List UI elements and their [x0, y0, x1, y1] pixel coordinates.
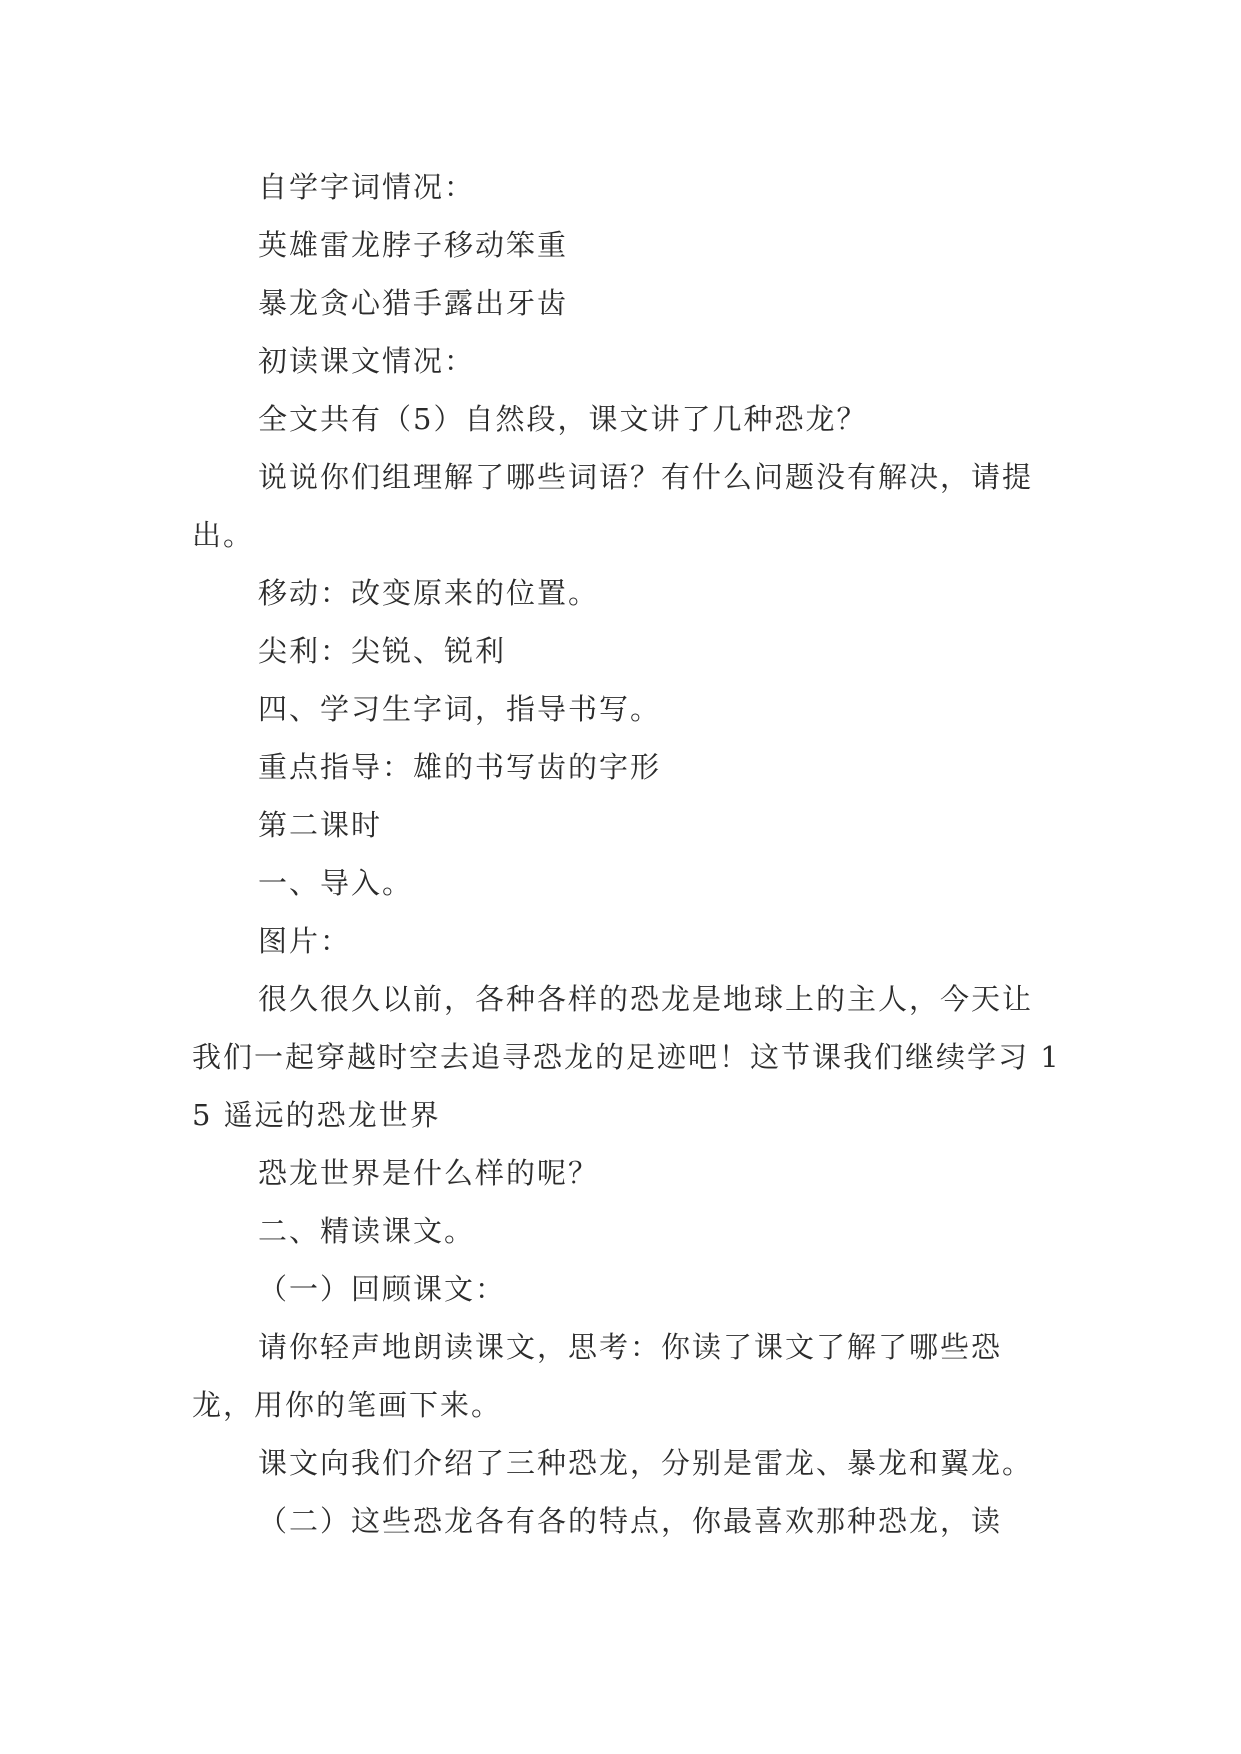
- paragraph: 说说你们组理解了哪些词语？有什么问题没有解决，请提出。: [192, 460, 1034, 552]
- paragraph: 移动：改变原来的位置。: [258, 576, 600, 610]
- paragraph: 自学字词情况：: [258, 170, 476, 204]
- paragraph: 全文共有（5）自然段，课文讲了几种恐龙？: [258, 402, 868, 436]
- paragraph: 尖利：尖锐、锐利: [258, 634, 507, 668]
- paragraph: 初读课文情况：: [258, 344, 476, 378]
- paragraph: 暴龙贪心猎手露出牙齿: [258, 286, 569, 320]
- paragraph: 重点指导：雄的书写齿的字形: [258, 750, 662, 784]
- paragraph: 一、导入。: [258, 866, 414, 900]
- paragraph: 很久很久以前，各种各样的恐龙是地球上的主人，今天让我们一起穿越时空去追寻恐龙的足迹吧！这节课我们继续学习 15 遥远的恐龙世界: [192, 982, 1061, 1132]
- paragraph: 二、精读课文。: [258, 1214, 476, 1248]
- paragraph: 请你轻声地朗读课文，思考：你读了课文了解了哪些恐龙，用你的笔画下来。: [192, 1330, 1003, 1422]
- paragraph: 恐龙世界是什么样的呢？: [258, 1156, 600, 1190]
- paragraph: 图片：: [258, 924, 352, 958]
- paragraph: 课文向我们介绍了三种恐龙，分别是雷龙、暴龙和翼龙。: [258, 1446, 1034, 1480]
- paragraph: （一）回顾课文：: [258, 1272, 507, 1306]
- paragraph: （二）这些恐龙各有各的特点，你最喜欢那种恐龙，读: [258, 1504, 1003, 1538]
- document-body: [192, 158, 1062, 1550]
- paragraph: 四、学习生字词，指导书写。: [258, 692, 662, 726]
- paragraph: 第二课时: [258, 808, 383, 842]
- paragraph: 英雄雷龙脖子移动笨重: [258, 228, 569, 262]
